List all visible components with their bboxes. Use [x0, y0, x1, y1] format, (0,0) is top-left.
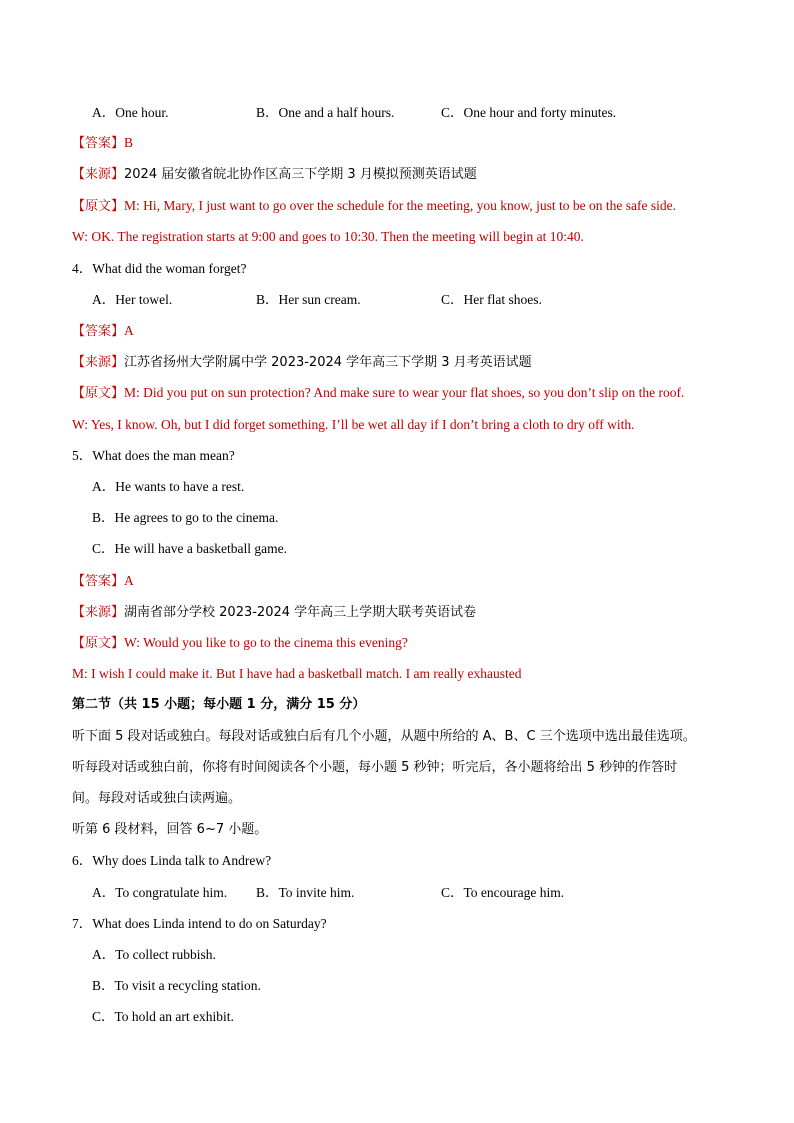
q3-option-c: C．One hour and forty minutes.: [441, 105, 617, 120]
q6-option-a: A．To congratulate him.: [92, 885, 228, 900]
q4-option-b: B．Her sun cream.: [256, 292, 361, 307]
q7-question: 7．What does Linda intend to do on Saturday?: [72, 916, 327, 931]
section-instructions-1: 听下面 5 段对话或独白。每段对话或独白后有几个小题，从题中所给的 A、B、C 三个选项中选出最佳选项。: [72, 729, 696, 744]
text-tag: 【原文】: [72, 386, 125, 401]
text-tag: 【原文】: [72, 636, 125, 651]
source-tag: 【来源】: [72, 355, 125, 370]
q3-transcript-1: M: Hi, Mary, I just want to go over the schedule for the meeting, you know, just to be on the safe side.: [124, 198, 677, 213]
text-tag: 【原文】: [72, 199, 125, 214]
q5-option-c: C．He will have a basketball game.: [92, 541, 287, 556]
q4-answer: A: [124, 323, 134, 338]
section-instructions-2: 听每段对话或独白前，你将有时间阅读各个小题，每小题 5 秒钟；听完后，各小题将给出 5 秒钟的作答时: [72, 760, 678, 775]
source-tag: 【来源】: [72, 167, 125, 182]
section-heading: 第二节（共 15 小题；每小题 1 分，满分 15 分）: [72, 697, 366, 712]
q3-source: 2024 届安徽省皖北协作区高三下学期 3 月模拟预测英语试题: [124, 167, 477, 182]
q4-source: 江苏省扬州大学附属中学 2023-2024 学年高三下学期 3 月考英语试题: [124, 355, 532, 370]
q4-transcript-line-1: [72, 384, 684, 403]
section-instructions-3: 间。每段对话或独白读两遍。: [72, 791, 242, 806]
q3-option-b: B．One and a half hours.: [256, 105, 395, 120]
q6-option-b: B．To invite him.: [256, 885, 355, 900]
q5-source-line: [72, 603, 476, 622]
answer-tag: 【答案】: [72, 136, 125, 151]
q6-option-c: C．To encourage him.: [441, 885, 565, 900]
q3-answer-line: [72, 134, 133, 153]
q7-option-a: A．To collect rubbish.: [92, 947, 216, 962]
q4-option-c: C．Her flat shoes.: [441, 292, 542, 307]
q5-question: 5．What does the man mean?: [72, 448, 235, 463]
q3-source-line: [72, 165, 477, 184]
q4-source-line: [72, 353, 532, 372]
q4-question: 4．What did the woman forget?: [72, 261, 247, 276]
q5-transcript-2: M: I wish I could make it. But I have had a basketball match. I am really exhausted: [72, 666, 522, 681]
q5-option-b: B．He agrees to go to the cinema.: [92, 510, 279, 525]
q7-option-b: B．To visit a recycling station.: [92, 978, 261, 993]
q3-transcript-2: W: OK. The registration starts at 9:00 and goes to 10:30. Then the meeting will begin at 10:40.: [72, 229, 584, 244]
q6-question: 6．Why does Linda talk to Andrew?: [72, 853, 272, 868]
q4-transcript-1: M: Did you put on sun protection? And make sure to wear your flat shoes, so you don’t slip on the roof.: [124, 385, 685, 400]
q5-answer-line: [72, 572, 134, 591]
answer-tag: 【答案】: [72, 324, 125, 339]
source-tag: 【来源】: [72, 605, 125, 620]
q5-option-a: A．He wants to have a rest.: [92, 479, 245, 494]
q3-option-a: A．One hour.: [92, 105, 169, 120]
q4-option-a: A．Her towel.: [92, 292, 173, 307]
q5-transcript-1: W: Would you like to go to the cinema this evening?: [124, 635, 408, 650]
q3-answer: B: [124, 135, 134, 150]
q3-transcript-line-1: [72, 197, 676, 216]
q4-transcript-2: W: Yes, I know. Oh, but I did forget something. I’ll be wet all day if I don’t bring a cloth to dry off with.: [72, 417, 635, 432]
material-note: 听第 6 段材料，回答 6~7 小题。: [72, 822, 268, 837]
q5-answer: A: [124, 573, 134, 588]
q5-transcript-line-1: [72, 634, 408, 653]
q4-answer-line: [72, 322, 134, 341]
q5-source: 湖南省部分学校 2023-2024 学年高三上学期大联考英语试卷: [124, 605, 477, 620]
q7-option-c: C．To hold an art exhibit.: [92, 1009, 234, 1024]
answer-tag: 【答案】: [72, 574, 125, 589]
